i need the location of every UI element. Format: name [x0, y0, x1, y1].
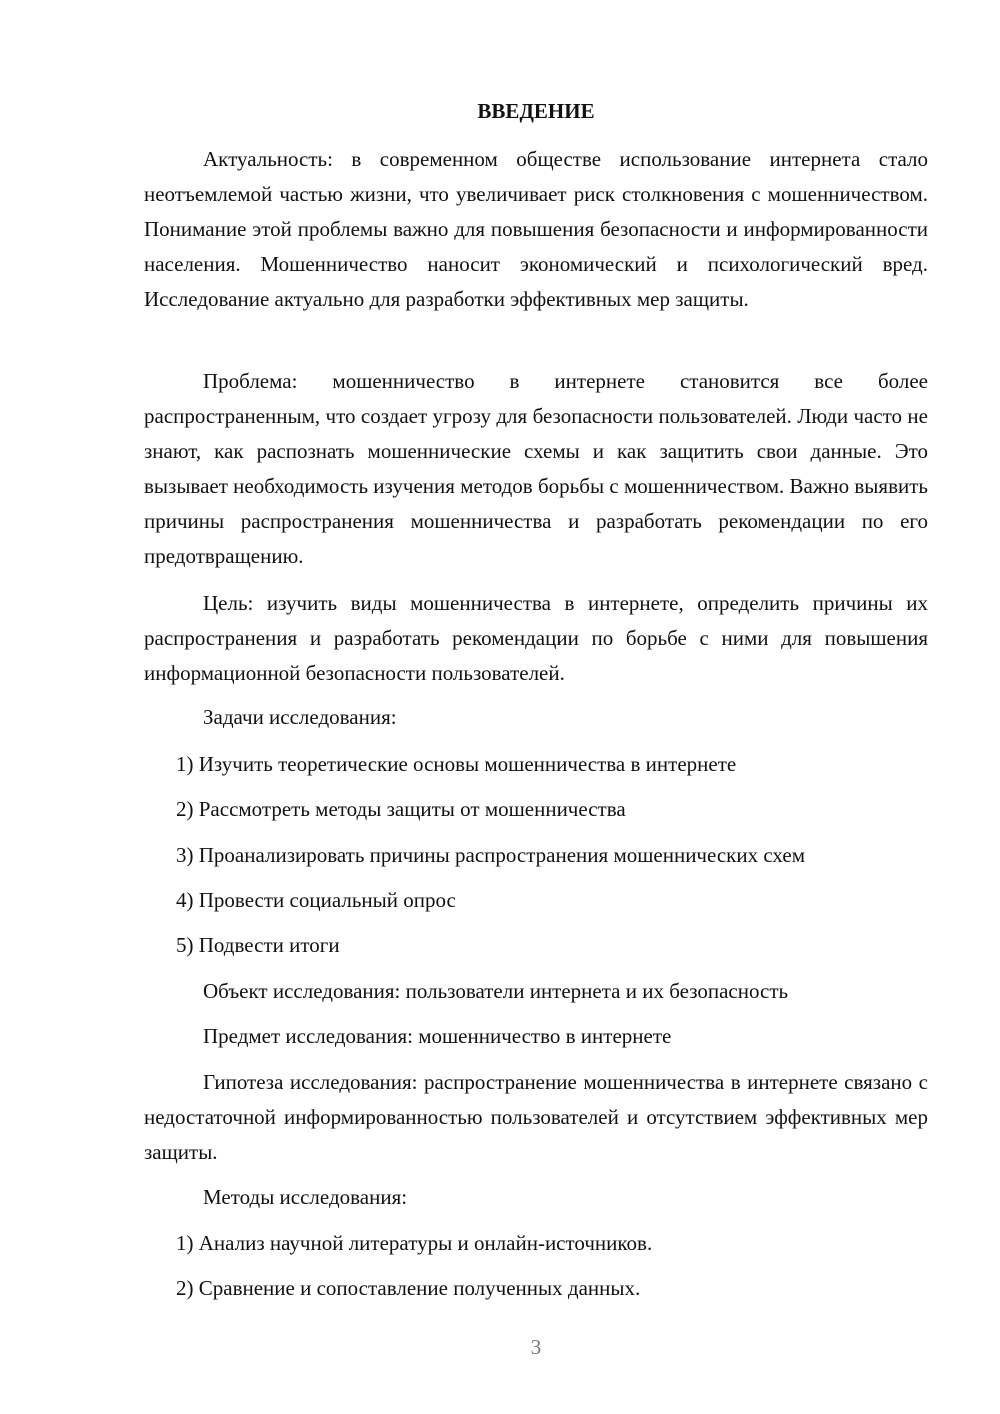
- page-number: 3: [530, 1335, 542, 1359]
- relevance-paragraph: Актуальность: в современном обществе использование интернета стало неотъемлемой частью жизни, что увеличивает риск столкновения с мошенничеством. Понимание этой проблемы важно для повышения безопасности и информированности населения. Мошенничество наносит экономический и психологический вред. Исследование актуально для разработки эффективных мер защиты.: [144, 147, 928, 311]
- method-item: 2) Сравнение и сопоставление полученных данных.: [176, 1276, 641, 1300]
- hypothesis-paragraph: Гипотеза исследования: распространение мошенничества в интернете связано с недостаточной информированностью пользователей и отсутствием эффективных мер защиты.: [144, 1070, 928, 1164]
- task-item: 2) Рассмотреть методы защиты от мошенничества: [176, 797, 626, 821]
- method-item: 1) Анализ научной литературы и онлайн-источников.: [176, 1231, 653, 1255]
- methods-heading: Методы исследования:: [203, 1185, 408, 1209]
- task-item: 4) Провести социальный опрос: [176, 888, 456, 912]
- section-title: ВВЕДЕНИЕ: [477, 99, 595, 123]
- problem-paragraph: Проблема: мошенничество в интернете становится все более распространенным, что создает угрозу для безопасности пользователей. Люди часто не знают, как распознать мошеннические схемы и как защитить свои данные. Это вызывает необходимость изучения методов борьбы с мошенничеством. Важно выявить причины распространения мошенничества и разработать рекомендации по его предотвращению.: [144, 369, 928, 568]
- subject-line: Предмет исследования: мошенничество в интернете: [203, 1024, 672, 1048]
- task-item: 3) Проанализировать причины распространения мошеннических схем: [176, 843, 805, 867]
- task-item: 1) Изучить теоретические основы мошенничества в интернете: [176, 752, 737, 776]
- goal-paragraph: Цель: изучить виды мошенничества в интернете, определить причины их распространения и разработать рекомендации по борьбе с ними для повышения информационной безопасности пользователей.: [144, 591, 928, 685]
- tasks-heading: Задачи исследования:: [203, 705, 397, 729]
- task-item: 5) Подвести итоги: [176, 933, 340, 957]
- object-line: Объект исследования: пользователи интернета и их безопасность: [203, 979, 789, 1003]
